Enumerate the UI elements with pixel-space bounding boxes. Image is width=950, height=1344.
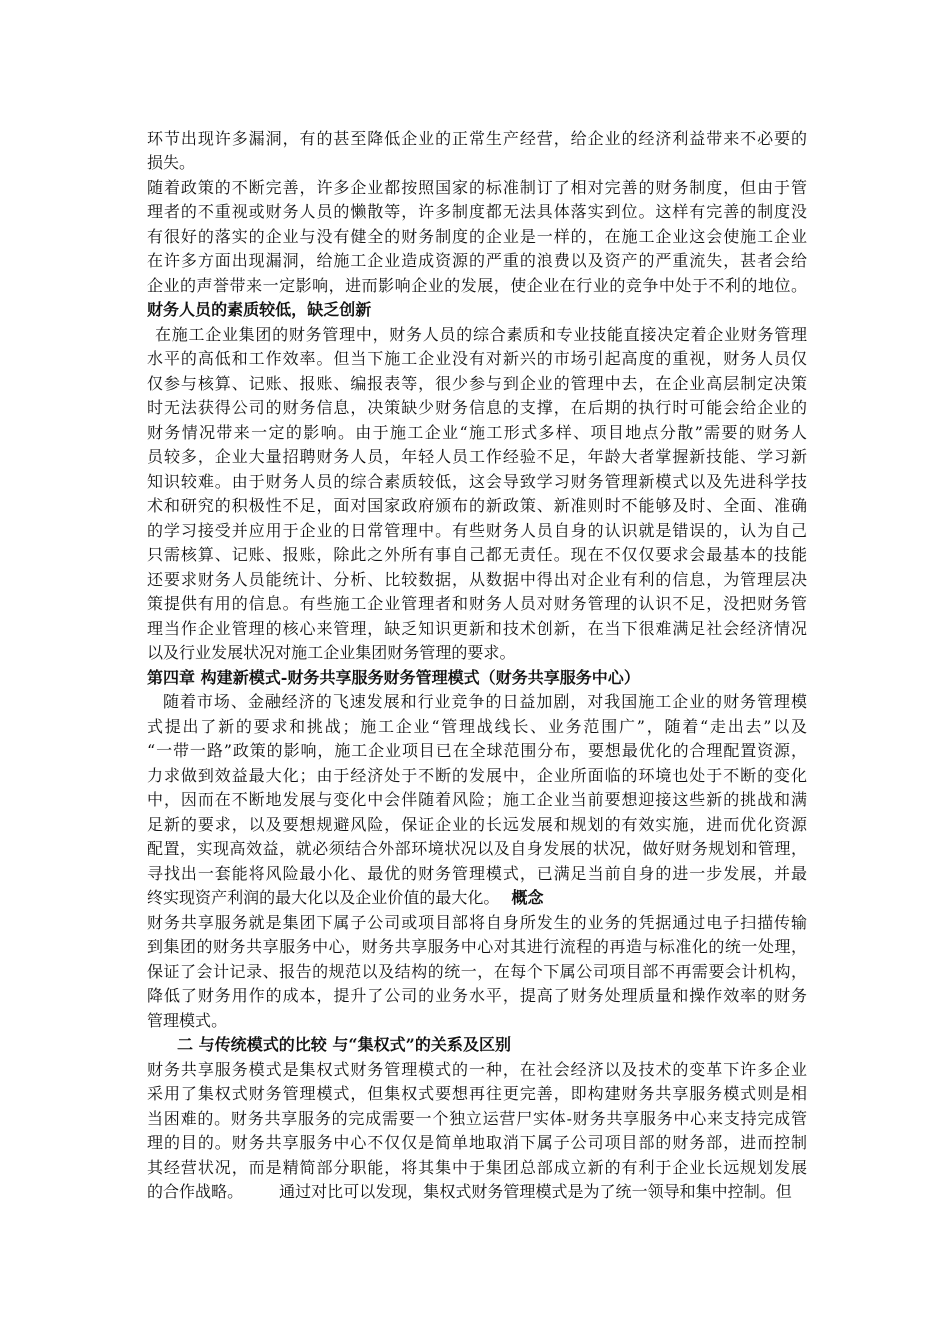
text-line: 策提供有用的信息。有些施工企业管理者和财务人员对财务管理的认识不足，没把财务管	[147, 594, 807, 613]
text-line: 时无法获得公司的财务信息，决策缺少财务信息的支撑，在后期的执行时可能会给企业的	[147, 398, 807, 417]
text-line: “一带一路”政策的影响，施工企业项目已在全球范围分布，要想最优化的合理配置资源，	[147, 741, 807, 760]
text-line: 理的目的。财务共享服务中心不仅仅是简单地取消下属子公司项目部的财务部，进而控制	[147, 1133, 807, 1152]
text-line: 企业的声誉带来一定影响，进而影响企业的发展，使企业在行业的竞争中处于不利的地位。	[147, 276, 807, 295]
text-line: 以及行业发展状况对施工企业集团财务管理的要求。	[147, 643, 516, 662]
text-line: 足新的要求，以及要想规避风险，保证企业的长远发展和规划的有效实施，进而优化资源	[147, 815, 807, 834]
text-line: 在许多方面出现漏洞，给施工企业造成资源的严重的浪费以及资产的严重流失，甚者会给	[147, 251, 807, 270]
text-line: 随着政策的不断完善，许多企业都按照国家的标准制订了相对完善的财务制度，但由于管	[147, 178, 807, 197]
text-line: 在施工企业集团的财务管理中，财务人员的综合素质和专业技能直接决定着企业财务管理	[155, 325, 807, 344]
text-line: 的学习接受并应用于企业的日常管理中。有些财务人员自身的认识就是错误的，认为自己	[147, 521, 807, 540]
text-line: 水平的高低和工作效率。但当下施工企业没有对新兴的市场引起高度的重视，财务人员仅	[147, 349, 807, 368]
text-line	[147, 886, 807, 910]
text-line: 力求做到效益最大化；由于经济处于不断的发展中，企业所面临的环境也处于不断的变化	[147, 766, 807, 785]
text-line: 随着市场、金融经济的飞速发展和行业竞争的日益加剧，对我国施工企业的财务管理模	[163, 692, 807, 711]
text-line: 中，因而在不断地发展与变化中会伴随着风险；施工企业当前要想迎接这些新的挑战和满	[147, 790, 807, 809]
section-heading: 财务人员的素质较低，缺乏创新	[147, 300, 372, 319]
text-line: 只需核算、记账、报账，除此之外所有事自己都无责任。现在不仅仅要求会最基本的技能	[147, 545, 807, 564]
text-line: 术和研究的积极性不足，面对国家政府颁布的新政策、新准则时不能够及时、全面、准确	[147, 496, 807, 515]
text-line: 有很好的落实的企业与没有健全的财务制度的企业是一样的，在施工企业这会使施工企业	[147, 227, 807, 246]
text-line: 降低了财务用作的成本，提升了公司的业务水平，提高了财务处理质量和操作效率的财务	[147, 986, 807, 1005]
text-segment: 通过对比可以发现，集权式财务管理模式是为了统一领导和集中控制。但	[279, 1182, 792, 1201]
text-line: 式提出了新的要求和挑战；施工企业“管理战线长、业务范围广”，随着“走出去”以及	[147, 717, 807, 736]
chapter-heading: 第四章 构建新模式-财务共享服务财务管理模式（财务共享服务中心）	[147, 668, 640, 687]
text-line: 其经营状况，而是精简部分职能，将其集中于集团总部成立新的有利于企业长远规划发展	[147, 1158, 807, 1177]
text-line: 理者的不重视或财务人员的懒散等，许多制度都无法具体落实到位。这样有完善的制度没	[147, 202, 807, 221]
text-line: 财务共享服务就是集团下属子公司或项目部将自身所发生的业务的凭据通过电子扫描传输	[147, 913, 807, 932]
text-line: 采用了集权式财务管理模式，但集权式要想再往更完善，即构建财务共享服务模式则是相	[147, 1084, 807, 1103]
text-line: 员较多，企业大量招聘财务人员，年轻人员工作经验不足，年龄大者掌握新技能、学习新	[147, 447, 807, 466]
text-line: 保证了会计记录、报告的规范以及结构的统一，在每个下属公司项目部不再需要会计机构，	[147, 962, 807, 981]
text-line: 寻找出一套能将风险最小化、最优的财务管理模式，已满足当前自身的进一步发展，并最	[147, 864, 807, 883]
text-line: 仅参与核算、记账、报账、编报表等，很少参与到企业的管理中去，在企业高层制定决策	[147, 374, 807, 393]
text-line: 理当作企业管理的核心来管理，缺乏知识更新和技术创新，在当下很难满足社会经济情况	[147, 619, 807, 638]
text-segment: 的合作战略。	[147, 1182, 244, 1201]
text-line: 还要求财务人员能统计、分析、比较数据，从数据中得出对企业有利的信息，为管理层决	[147, 570, 807, 589]
text-line: 财务情况带来一定的影响。由于施工企业“施工形式多样、项目地点分散”需要的财务人	[147, 423, 807, 442]
text-line: 知识较难。由于财务人员的综合素质较低，这会导致学习财务管理新模式以及先进科学技	[147, 472, 807, 491]
text-segment: 终实现资产利润的最大化以及企业价值的最大化。	[147, 888, 500, 907]
text-line: 损失。	[147, 153, 196, 172]
text-line	[147, 1180, 807, 1204]
text-line: 当困难的。财务共享服务的完成需要一个独立运营尸实体-财务共享服务中心来支持完成管	[147, 1109, 807, 1128]
text-line: 财务共享服务模式是集权式财务管理模式的一种，在社会经济以及技术的变革下许多企业	[147, 1060, 807, 1079]
text-line: 到集团的财务共享服务中心，财务共享服务中心对其进行流程的再造与标准化的统一处理，	[147, 937, 807, 956]
subsection-heading: 概念	[511, 888, 544, 907]
text-line: 环节出现许多漏洞，有的甚至降低企业的正常生产经营，给企业的经济利益带来不必要的	[147, 129, 807, 148]
section-heading: 二 与传统模式的比较 与“集权式”的关系及区别	[177, 1035, 512, 1054]
text-line: 配置，实现高效益，就必须结合外部环境状况以及自身发展的状况，做好财务规划和管理，	[147, 839, 807, 858]
text-line: 管理模式。	[147, 1011, 228, 1030]
